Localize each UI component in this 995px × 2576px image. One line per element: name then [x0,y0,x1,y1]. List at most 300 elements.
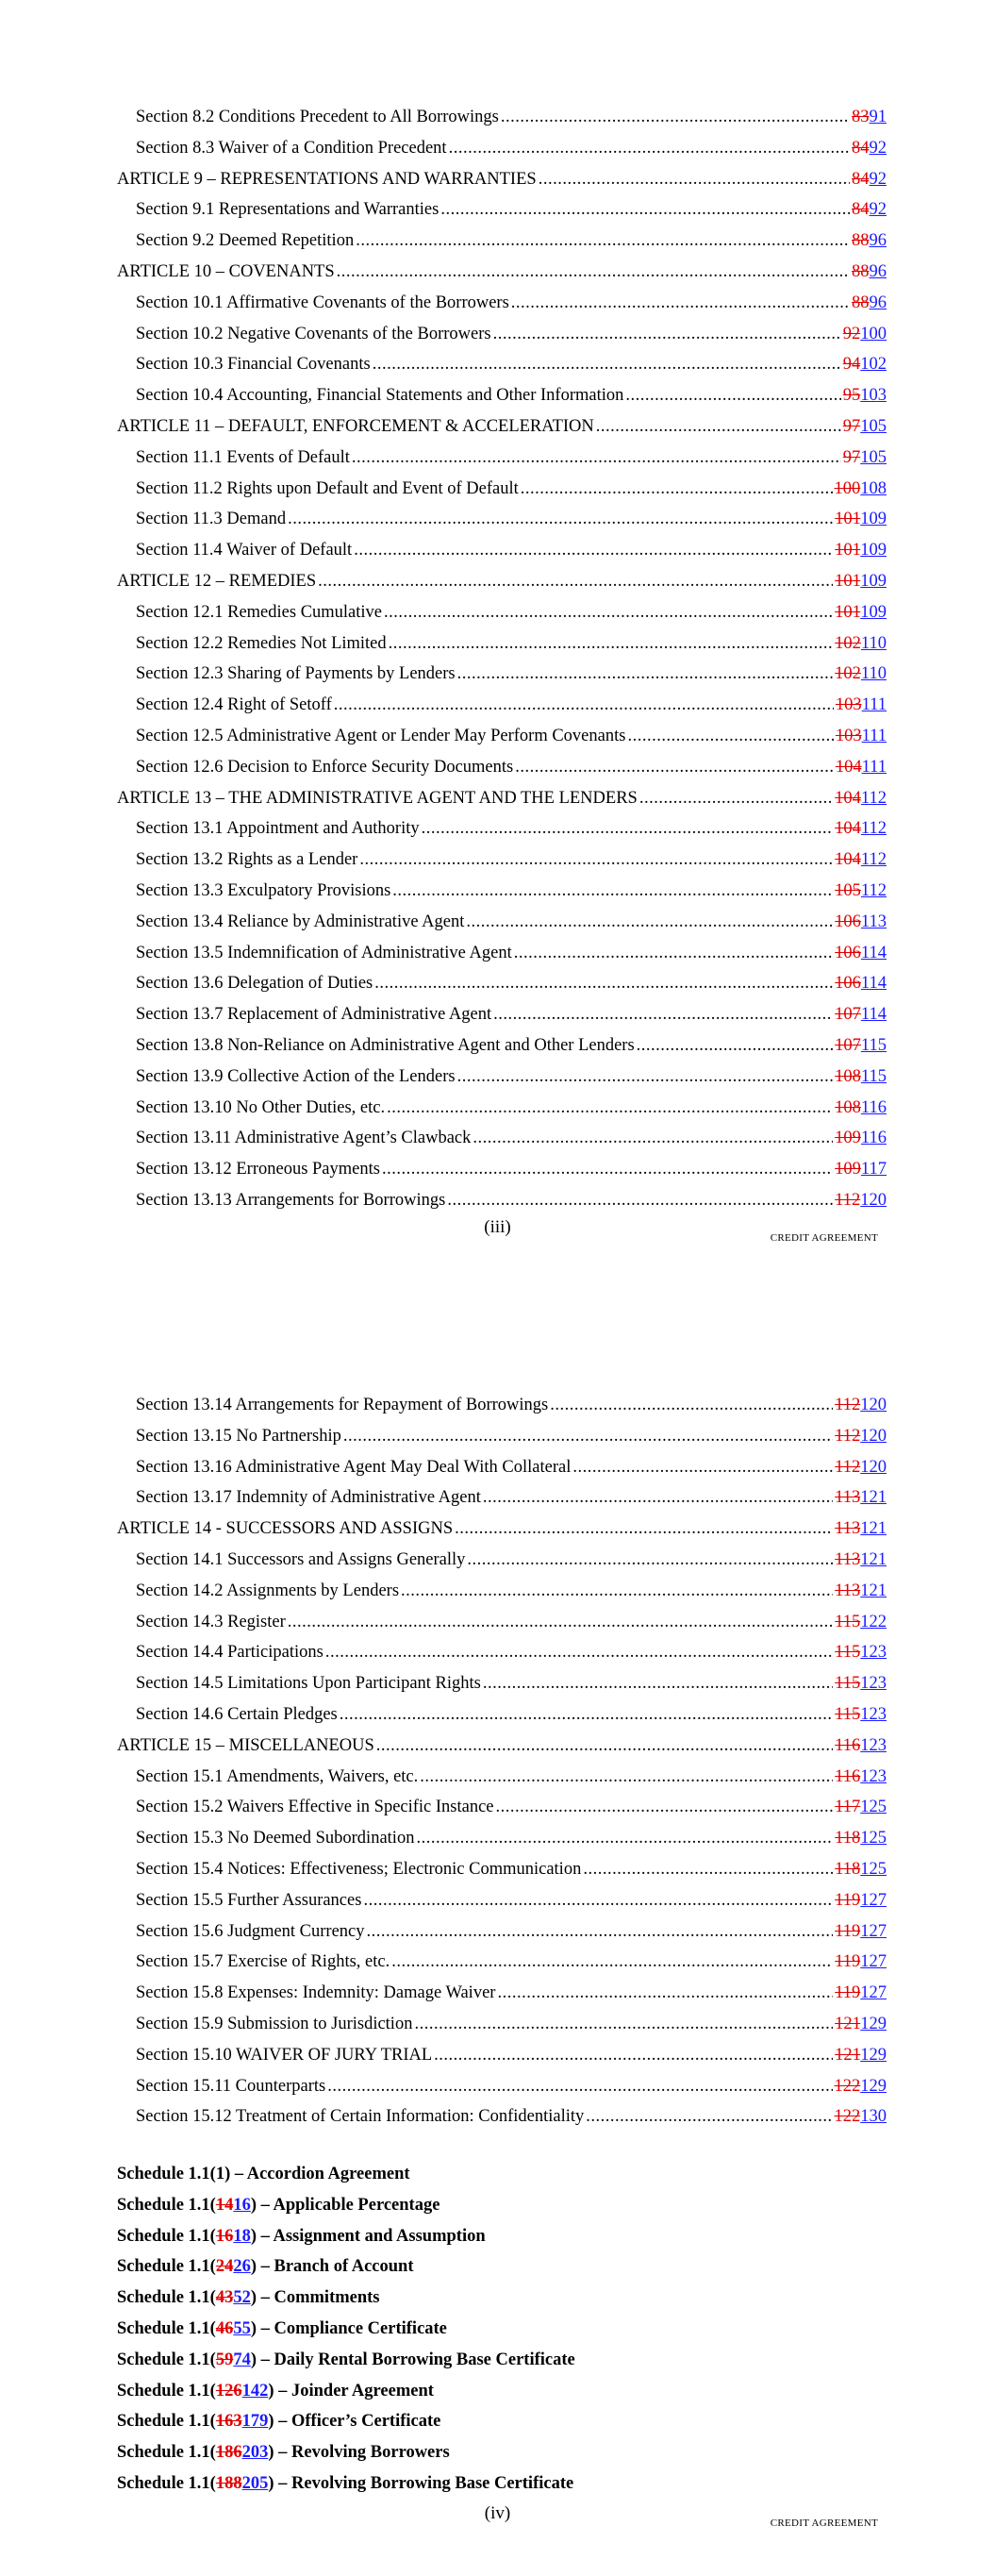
page-reference [835,1093,887,1124]
page-reference [835,2101,887,2133]
inserted-page-number: 129 [860,2045,887,2065]
inserted-page-number: 115 [860,1066,887,1086]
inserted-page-number: 109 [860,541,887,560]
deleted-page-number: 84 [852,138,870,158]
page-reference [852,164,887,195]
inserted-page-number: 96 [869,261,887,281]
dot-leader [389,628,834,660]
page-reference [852,133,887,164]
toc-section-entry[interactable] [117,1545,887,1576]
inserted-page-number: 125 [860,1798,887,1817]
inserted-page-number: 103 [860,386,887,406]
page-reference [835,813,887,845]
dot-leader [483,1482,833,1514]
toc-section-entry[interactable] [117,1452,887,1483]
toc-section-entry[interactable] [117,752,887,783]
inserted-schedule-number: 18 [233,2226,251,2246]
toc-section-entry[interactable] [117,1421,887,1452]
toc-entry-label: Section 15.9 Submission to Jurisdiction [136,2014,413,2033]
toc-section-entry[interactable] [117,474,887,505]
toc-section-entry[interactable] [117,2071,887,2102]
page-reference [835,597,887,628]
toc-section-entry[interactable] [117,226,887,257]
toc-section-entry[interactable] [117,721,887,752]
deleted-page-number: 107 [835,1005,861,1025]
toc-entry-label: Section 9.1 Representations and Warranties [136,200,439,220]
schedule-prefix: Schedule 1.1( [117,2195,216,2215]
inserted-page-number: 110 [860,633,887,653]
dot-leader [337,257,850,288]
toc-entry-label: Section 12.3 Sharing of Payments by Lenders [136,664,456,684]
schedule-prefix: Schedule 1.1( [117,2381,216,2400]
dot-leader [586,2101,832,2133]
page-reference [835,1947,887,1978]
page-reference [835,504,887,535]
page-reference [835,1030,887,1062]
schedule-title: ) – Revolving Borrowing Base Certificate [268,2473,574,2493]
inserted-page-number: 112 [860,850,887,870]
page-reference [835,2009,887,2040]
schedule-entry[interactable] [117,2468,575,2500]
schedule-title: ) – Branch of Account [250,2257,414,2277]
toc-article-entry[interactable] [117,783,887,814]
toc-entry-label: Section 13.6 Delegation of Duties [136,974,373,994]
toc-entry-label: ARTICLE 9 – REPRESENTATIONS AND WARRANTIES [117,169,537,189]
schedule-prefix: Schedule 1.1(1) – Accordion Agreement [117,2165,410,2183]
toc-section-entry[interactable] [117,1792,887,1823]
toc-entry-label: Section 15.12 Treatment of Certain Information: Confidentiality [136,2107,585,2127]
schedule-entry[interactable] [117,2345,575,2376]
deleted-page-number: 84 [852,169,870,189]
inserted-page-number: 123 [860,1735,887,1755]
page-reference [852,288,887,319]
deleted-schedule-number: 59 [215,2350,234,2369]
toc-section-entry[interactable] [117,1978,887,2009]
page-reference [835,1699,887,1731]
inserted-page-number: 123 [860,1674,887,1694]
toc-entry-label: ARTICLE 10 – COVENANTS [117,261,335,281]
toc-section-entry[interactable] [117,1699,887,1731]
inserted-page-number: 127 [860,1983,887,2003]
dot-leader [422,813,834,845]
toc-entry-label: Section 13.9 Collective Action of the Lenders [136,1066,456,1086]
toc-section-entry[interactable] [117,1482,887,1514]
toc-section-entry[interactable] [117,1916,887,1948]
schedule-entry[interactable] [117,2283,575,2314]
toc-section-entry[interactable] [117,1576,887,1607]
page-reference [835,1062,887,1093]
inserted-page-number: 102 [860,355,887,375]
toc-entry-label: Section 13.5 Indemnification of Administrative Agent [136,943,512,962]
page-reference [852,257,887,288]
inserted-page-number: 108 [860,478,887,498]
deleted-page-number: 119 [835,1890,861,1910]
dot-leader [376,1731,833,1762]
dot-leader [288,504,833,535]
deleted-page-number: 115 [835,1704,861,1724]
page-reference [835,1390,887,1421]
page-reference [852,102,887,133]
dot-leader [327,2071,832,2102]
deleted-page-number: 88 [852,293,870,312]
dot-leader [288,1607,833,1638]
deleted-page-number: 101 [835,541,861,560]
dot-leader [354,535,833,566]
toc-section-entry[interactable] [117,1885,887,1916]
toc-entry-label: Section 8.2 Conditions Precedent to All Borrowings [136,108,499,126]
schedule-title: ) – Officer’s Certificate [268,2412,441,2432]
dot-leader [392,876,833,907]
toc-entry-label: Section 10.4 Accounting, Financial Statements and Other Information [136,386,624,406]
page-reference [835,1823,887,1854]
dot-leader [550,1390,833,1421]
page-reference [835,1668,887,1699]
toc-article-entry[interactable] [117,257,887,288]
toc-section-entry[interactable] [117,194,887,226]
deleted-schedule-number: 24 [215,2257,234,2277]
dot-leader [515,752,834,783]
deleted-page-number: 101 [835,571,861,591]
schedule-entry[interactable] [117,2376,575,2407]
footer-credit-agreement: CREDIT AGREEMENT [770,1232,878,1244]
deleted-page-number: 101 [835,602,861,622]
inserted-page-number: 111 [861,695,887,715]
dot-leader [343,1421,833,1452]
toc-section-entry[interactable] [117,535,887,566]
deleted-page-number: 83 [852,108,870,126]
dot-leader [447,1185,833,1216]
toc-section-entry[interactable] [117,1668,887,1699]
toc-entry-label: Section 13.4 Reliance by Administrative Agent [136,912,465,931]
toc-section-entry[interactable] [117,288,887,319]
page-reference [835,876,887,907]
toc-section-entry[interactable] [117,504,887,535]
toc-section-entry[interactable] [117,1185,887,1216]
inserted-page-number: 121 [860,1581,887,1600]
schedule-entry[interactable] [117,2314,575,2345]
page-reference [835,1185,887,1216]
deleted-schedule-number: 46 [215,2318,234,2338]
toc-section-entry[interactable] [117,1093,887,1124]
schedule-entry[interactable] [117,2406,575,2437]
inserted-schedule-number: 16 [233,2195,251,2215]
deleted-page-number: 103 [835,695,862,715]
toc-entry-label: Section 13.1 Appointment and Authority [136,819,420,839]
page-reference [852,194,887,226]
schedule-title: ) – Daily Rental Borrowing Base Certificate [250,2350,575,2369]
schedule-prefix: Schedule 1.1( [117,2443,216,2463]
toc-entry-label: Section 12.4 Right of Setoff [136,695,332,715]
toc-section-entry[interactable] [117,1947,887,1978]
deleted-page-number: 122 [834,2107,861,2127]
inserted-schedule-number: 55 [233,2318,251,2338]
toc-article-entry[interactable] [117,566,887,597]
dot-leader [449,133,850,164]
toc-section-entry[interactable] [117,876,887,907]
dot-leader [334,690,834,721]
toc-section-entry[interactable] [117,1030,887,1062]
toc-article-entry[interactable] [117,164,887,195]
dot-leader [434,2040,833,2071]
schedule-entry[interactable] [117,2221,575,2252]
deleted-page-number: 116 [835,1735,861,1755]
toc-section-entry[interactable] [117,907,887,938]
schedule-entry[interactable] [117,2437,575,2468]
deleted-page-number: 94 [842,355,861,375]
toc-section-entry[interactable] [117,443,887,474]
toc-article-entry[interactable] [117,1731,887,1762]
deleted-page-number: 115 [835,1674,861,1694]
schedule-prefix: Schedule 1.1( [117,2318,216,2338]
deleted-schedule-number: 163 [215,2412,242,2432]
toc-entry-label: ARTICLE 15 – MISCELLANEOUS [117,1735,374,1755]
dot-leader [374,968,833,999]
schedules-list [117,2159,575,2500]
dot-leader [356,226,850,257]
dot-leader [401,1576,833,1607]
dot-leader [420,1762,833,1793]
deleted-schedule-number: 14 [215,2195,234,2215]
inserted-page-number: 96 [869,293,887,312]
deleted-page-number: 108 [835,1066,861,1086]
deleted-page-number: 113 [835,1549,861,1569]
toc-entry-label: Section 8.3 Waiver of a Condition Precedent [136,138,447,158]
schedule-title: ) – Joinder Agreement [268,2381,434,2400]
inserted-page-number: 125 [860,1829,887,1848]
inserted-page-number: 129 [860,2076,887,2096]
toc-section-entry[interactable] [117,628,887,660]
toc-entry-label: Section 11.3 Demand [136,510,287,529]
page-reference [843,443,887,474]
dot-leader [414,2009,833,2040]
inserted-page-number: 117 [860,1160,887,1179]
toc-section-entry[interactable] [117,1823,887,1854]
deleted-page-number: 97 [842,447,861,467]
schedule-entry[interactable] [117,2251,575,2283]
dot-leader [455,1514,833,1545]
inserted-page-number: 114 [860,1005,887,1025]
inserted-page-number: 127 [860,1921,887,1941]
toc-section-entry[interactable] [117,1123,887,1154]
dot-leader [359,845,833,876]
page-reference [835,938,887,969]
schedule-prefix: Schedule 1.1( [117,2350,216,2369]
deleted-page-number: 113 [835,1519,861,1539]
deleted-page-number: 95 [842,386,861,406]
dot-leader [352,443,841,474]
toc-section-entry[interactable] [117,2101,887,2133]
inserted-schedule-number: 26 [233,2257,251,2277]
inserted-page-number: 121 [860,1488,887,1508]
toc-article-entry[interactable] [117,1514,887,1545]
inserted-page-number: 111 [861,726,887,745]
inserted-page-number: 92 [869,169,887,189]
toc-section-entry[interactable] [117,1637,887,1668]
toc-entry-label: Section 13.16 Administrative Agent May Deal With Collateral [136,1457,572,1477]
toc-section-entry[interactable] [117,1390,887,1421]
schedule-prefix: Schedule 1.1( [117,2412,216,2432]
toc-section-entry[interactable] [117,999,887,1030]
deleted-schedule-number: 16 [215,2226,234,2246]
toc-section-entry[interactable] [117,102,887,133]
deleted-page-number: 102 [835,664,861,684]
dot-leader [440,194,850,226]
page-reference [835,999,887,1030]
toc-entry-label: Section 14.1 Successors and Assigns Generally [136,1549,466,1569]
toc-entry-label: Section 13.14 Arrangements for Repayment of Borrowings [136,1396,549,1414]
toc-section-entry[interactable] [117,845,887,876]
page-reference [835,1885,887,1916]
dot-leader [572,1452,833,1483]
toc-entry-label: Section 13.2 Rights as a Lender [136,850,358,870]
toc-entry-label: Section 13.12 Erroneous Payments [136,1160,380,1179]
toc-section-entry[interactable] [117,968,887,999]
page-reference [843,319,887,350]
schedule-title: ) – Compliance Certificate [250,2318,447,2338]
toc-section-entry[interactable] [117,597,887,628]
toc-entry-label: Section 12.1 Remedies Cumulative [136,602,383,622]
toc-section-entry[interactable] [117,319,887,350]
inserted-page-number: 111 [861,757,887,777]
page-reference [835,1576,887,1607]
toc-entry-label: Section 14.4 Participations [136,1643,323,1663]
toc-entry-label: Section 13.3 Exculpatory Provisions [136,880,391,900]
page-reference [835,1792,887,1823]
toc-entry-label: Section 15.3 No Deemed Subordination [136,1829,415,1848]
dot-leader [416,1823,833,1854]
deleted-page-number: 106 [835,912,861,931]
dot-leader [466,907,833,938]
toc-entry-label: Section 13.17 Indemnity of Administrative Agent [136,1488,481,1508]
page-reference [835,1916,887,1948]
deleted-page-number: 121 [835,2045,861,2065]
toc-entry-label: Section 15.10 WAIVER OF JURY TRIAL [136,2045,433,2065]
page-reference [843,411,887,443]
inserted-page-number: 96 [869,231,887,251]
dot-leader [318,566,833,597]
schedule-title: ) – Applicable Percentage [250,2195,440,2215]
page-reference [835,1978,887,2009]
schedule-prefix: Schedule 1.1( [117,2226,216,2246]
deleted-page-number: 112 [835,1190,861,1210]
toc-section-entry[interactable] [117,349,887,380]
dot-leader [391,1947,833,1978]
deleted-page-number: 106 [835,943,861,962]
schedule-entry[interactable] [117,2159,575,2190]
deleted-page-number: 119 [835,1921,861,1941]
toc-entry-label: Section 13.8 Non-Reliance on Administrative Agent and Other Lenders [136,1035,635,1055]
page-reference [835,1482,887,1514]
toc-entry-label: Section 15.7 Exercise of Rights, etc. [136,1952,390,1972]
dot-leader [514,938,833,969]
toc-entry-label: Section 11.1 Events of Default [136,447,350,467]
deleted-page-number: 112 [835,1426,861,1446]
toc-section-entry[interactable] [117,659,887,690]
toc-entry-label: ARTICLE 11 – DEFAULT, ENFORCEMENT & ACCELERATION [117,416,594,436]
toc-section-entry[interactable] [117,1062,887,1093]
toc-section-entry[interactable] [117,380,887,411]
page-reference [835,1123,887,1154]
dot-leader [583,1854,833,1885]
page-reference [835,1514,887,1545]
deleted-page-number: 118 [835,1829,861,1848]
page-reference [835,845,887,876]
page-reference [835,2071,887,2102]
toc-entry-label: ARTICLE 14 - SUCCESSORS AND ASSIGNS [117,1519,454,1539]
inserted-page-number: 112 [860,880,887,900]
toc-section-entry[interactable] [117,1762,887,1793]
page-reference [835,907,887,938]
inserted-page-number: 110 [860,664,887,684]
schedule-prefix: Schedule 1.1( [117,2473,216,2493]
deleted-page-number: 101 [835,510,861,529]
dot-leader [483,1668,833,1699]
inserted-page-number: 105 [860,416,887,436]
inserted-schedule-number: 203 [241,2443,269,2463]
toc-entry-label: Section 10.2 Negative Covenants of the Borrowers [136,324,491,343]
deleted-schedule-number: 188 [215,2473,242,2493]
inserted-page-number: 105 [860,447,887,467]
inserted-page-number: 130 [860,2107,887,2127]
inserted-schedule-number: 205 [241,2473,269,2493]
schedule-entry[interactable] [117,2190,575,2221]
page-reference [835,474,887,505]
toc-page-iii [117,102,887,1216]
dot-leader [467,1545,833,1576]
deleted-page-number: 88 [852,231,870,251]
dot-leader [639,783,833,814]
inserted-page-number: 92 [869,138,887,158]
schedule-title: ) – Assignment and Assumption [250,2226,486,2246]
page-reference [835,1452,887,1483]
dot-leader [363,1885,833,1916]
deleted-page-number: 108 [835,1097,861,1117]
deleted-page-number: 104 [835,757,862,777]
deleted-page-number: 92 [842,324,861,343]
inserted-page-number: 100 [860,324,887,343]
deleted-page-number: 105 [835,880,861,900]
page-reference [852,226,887,257]
inserted-page-number: 121 [860,1519,887,1539]
toc-section-entry[interactable] [117,133,887,164]
page-number: (iii) [484,1217,511,1237]
deleted-page-number: 88 [852,261,870,281]
toc-section-entry[interactable] [117,1154,887,1185]
toc-section-entry[interactable] [117,1854,887,1885]
inserted-page-number: 129 [860,2014,887,2033]
toc-section-entry[interactable] [117,1607,887,1638]
inserted-page-number: 115 [860,1035,887,1055]
dot-leader [539,164,850,195]
toc-section-entry[interactable] [117,813,887,845]
dot-leader [382,1154,833,1185]
schedule-title: ) – Commitments [250,2288,380,2308]
footer-credit-agreement: CREDIT AGREEMENT [770,2517,878,2529]
deleted-page-number: 104 [835,850,861,870]
dot-leader [511,288,850,319]
deleted-page-number: 118 [835,1859,861,1879]
toc-section-entry[interactable] [117,2009,887,2040]
toc-section-entry[interactable] [117,938,887,969]
deleted-schedule-number: 126 [215,2381,242,2400]
page-reference [836,721,887,752]
toc-section-entry[interactable] [117,2040,887,2071]
schedule-prefix: Schedule 1.1( [117,2288,216,2308]
deleted-schedule-number: 43 [215,2288,234,2308]
toc-section-entry[interactable] [117,690,887,721]
toc-entry-label: Section 15.5 Further Assurances [136,1890,362,1910]
toc-article-entry[interactable] [117,411,887,443]
